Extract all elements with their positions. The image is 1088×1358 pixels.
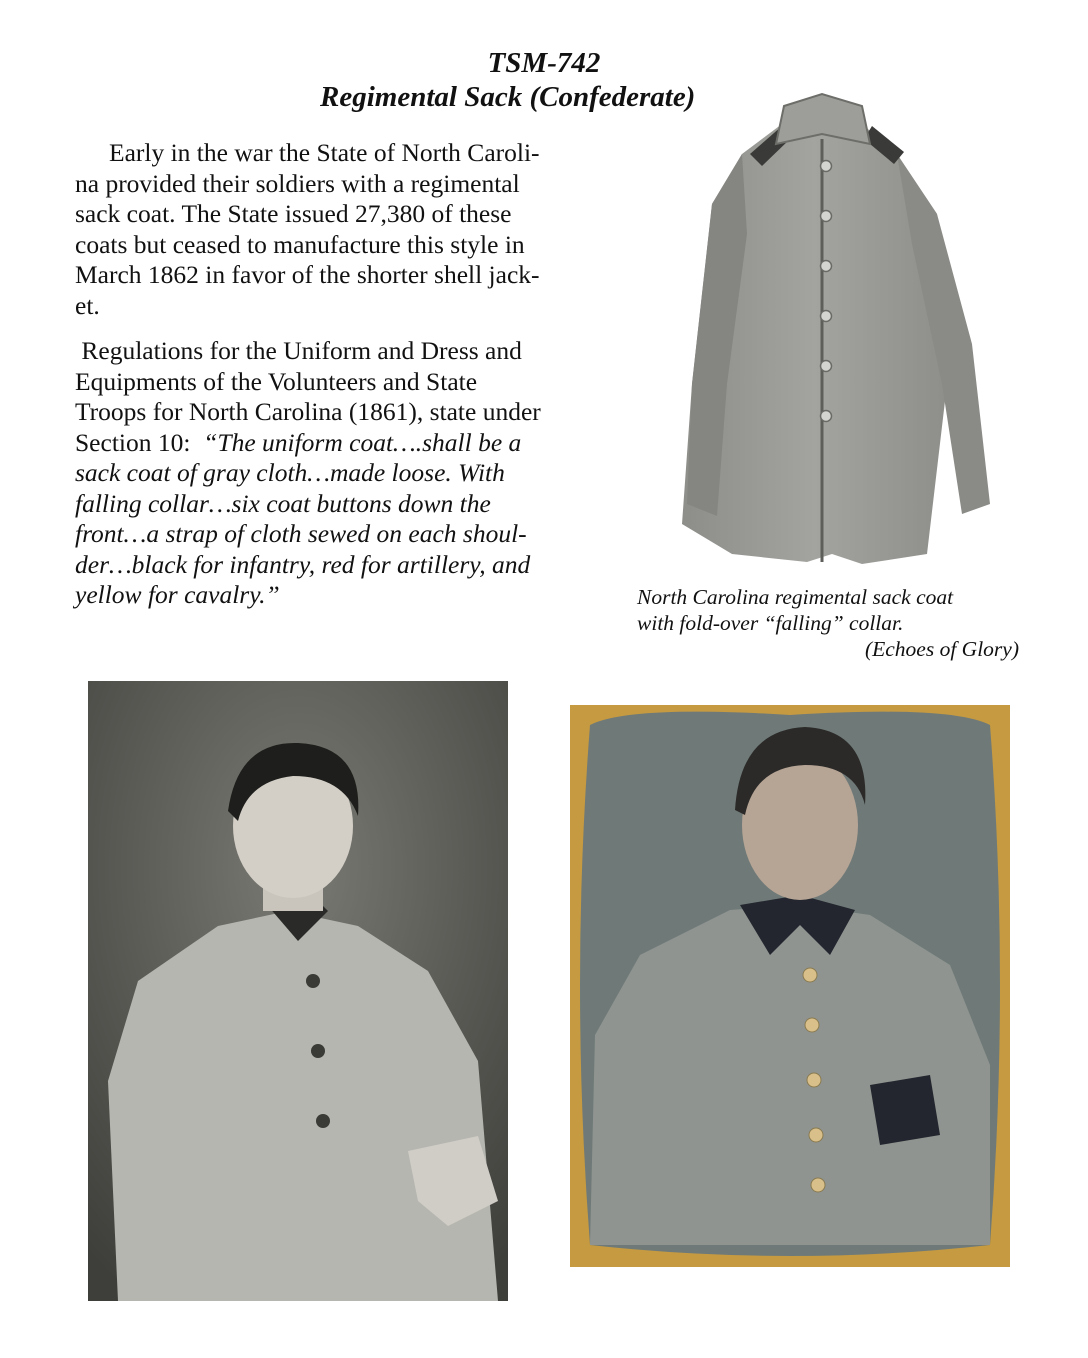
caption-line: North Carolina regimental sack coat: [637, 585, 954, 609]
text-line: Equipments of the Volunteers and State: [75, 366, 478, 396]
quote-line: front…a strap of cloth sewed on each shoul-: [75, 519, 527, 548]
text-line: coats but ceased to manufacture this style in: [75, 229, 525, 259]
text-line: Regulations for the Uniform and Dress and: [75, 336, 522, 365]
soldier-tintype-right: [570, 705, 1010, 1267]
soldier-portrait-left: [88, 681, 508, 1301]
text-line: na provided their soldiers with a regimental: [75, 168, 520, 198]
soldier-portrait-left-image: [88, 681, 508, 1301]
quote-line: sack coat of gray cloth…made loose. With: [75, 458, 505, 487]
coat-button: [821, 161, 832, 172]
text-line: sack coat. The State issued 27,380 of these: [75, 199, 512, 228]
quote-line: der…black for infantry, red for artillery, and: [75, 549, 531, 579]
quote-line: falling collar…six coat buttons down the: [75, 488, 491, 518]
text-line: Early in the war the State of North Caroli-: [109, 138, 540, 167]
quote-line: yellow for cavalry.”: [75, 580, 280, 609]
document-title: Regimental Sack (Confederate): [320, 81, 696, 113]
document-code: TSM-742: [487, 47, 601, 79]
regulations-paragraph: [75, 336, 620, 611]
caption-line: with fold-over “falling” collar.: [637, 611, 904, 635]
sack-coat-photo: [672, 84, 990, 576]
coat-caption: [637, 584, 1027, 662]
caption-source: (Echoes of Glory): [864, 637, 1019, 661]
text-line: et.: [75, 290, 100, 320]
sack-coat-illustration: [672, 84, 990, 576]
text-line: Section 10:: [75, 427, 204, 457]
soldier-tintype-right-image: [570, 705, 1010, 1267]
quote-line: “The uniform coat….shall be a: [203, 427, 522, 457]
text-line: March 1862 in favor of the shorter shell jack-: [75, 260, 540, 289]
text-line: Troops for North Carolina (1861), state under: [75, 397, 541, 426]
intro-paragraph: [75, 138, 620, 321]
